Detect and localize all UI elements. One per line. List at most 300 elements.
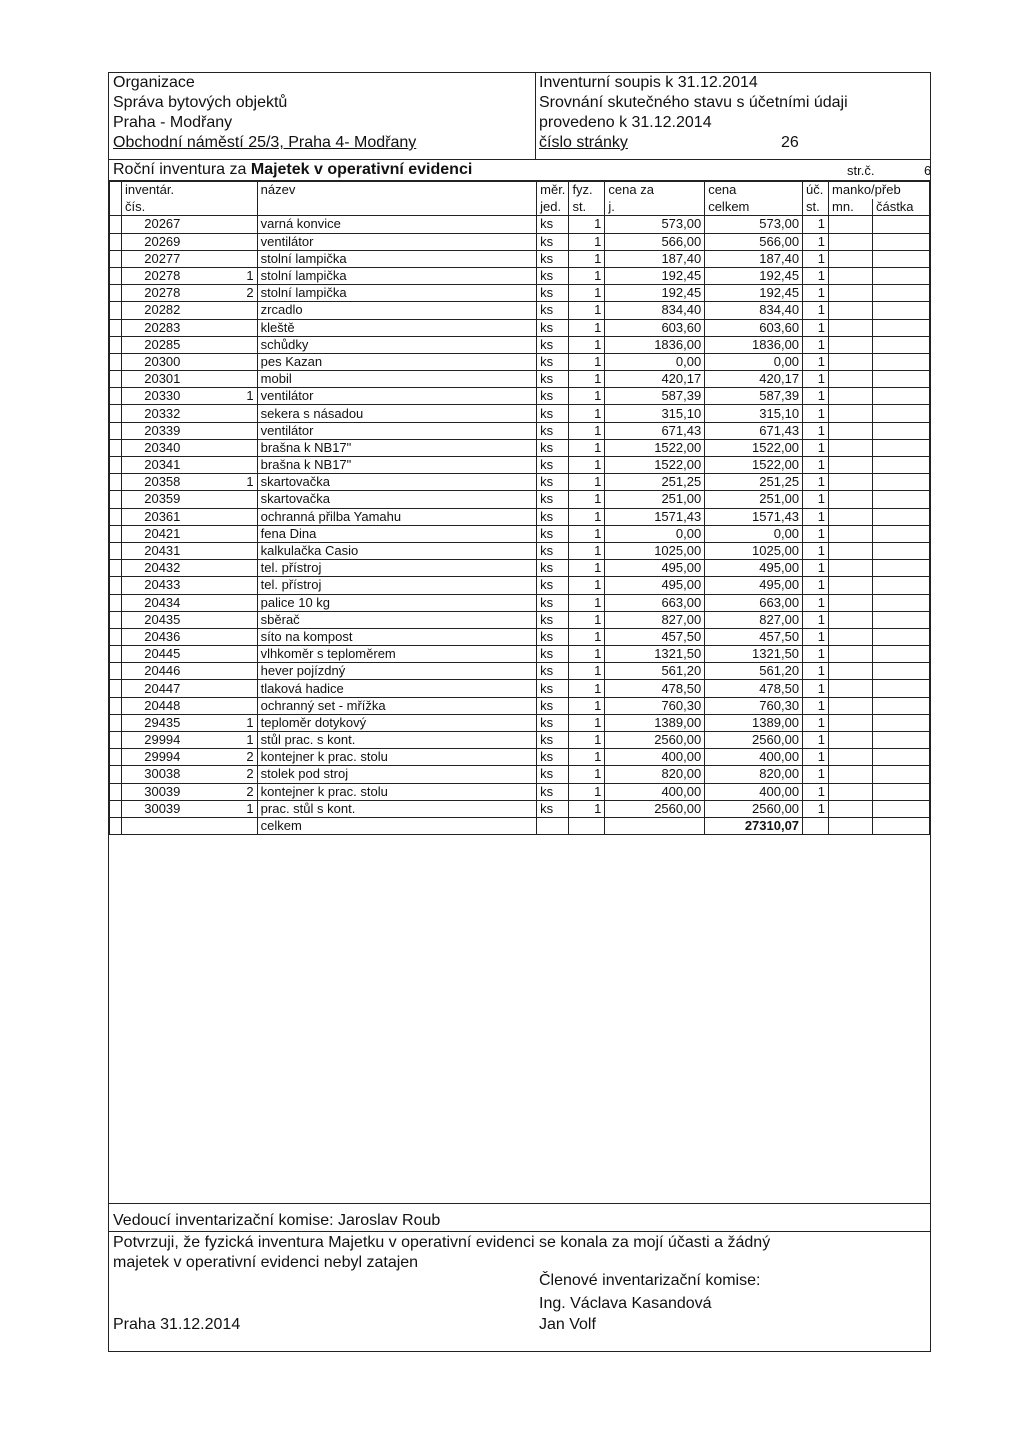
row-margin-cell bbox=[110, 216, 122, 233]
inventory-number: 20445 bbox=[121, 646, 183, 663]
account-state: 1 bbox=[803, 422, 829, 439]
inventory-sub-number: 2 bbox=[183, 783, 257, 800]
item-name: hever pojízdný bbox=[257, 663, 536, 680]
item-name: palice 10 kg bbox=[257, 594, 536, 611]
total-price: 457,50 bbox=[705, 628, 803, 645]
col-total-2: celkem bbox=[708, 198, 750, 214]
account-state: 1 bbox=[803, 302, 829, 319]
unit-price: 1836,00 bbox=[605, 336, 705, 353]
row-margin-cell bbox=[110, 646, 122, 663]
row-margin-cell bbox=[110, 680, 122, 697]
diff-quantity bbox=[829, 783, 873, 800]
physical-quantity: 1 bbox=[569, 285, 605, 302]
physical-quantity: 1 bbox=[569, 577, 605, 594]
table-row bbox=[110, 783, 930, 800]
row-margin-cell bbox=[110, 594, 122, 611]
table-row bbox=[110, 336, 930, 353]
unit-price: 587,39 bbox=[605, 388, 705, 405]
account-state: 1 bbox=[803, 457, 829, 474]
unit: ks bbox=[537, 732, 569, 749]
row-margin-cell bbox=[110, 285, 122, 302]
physical-quantity: 1 bbox=[569, 250, 605, 267]
diff-quantity bbox=[829, 766, 873, 783]
account-state: 1 bbox=[803, 388, 829, 405]
unit-price: 663,00 bbox=[605, 594, 705, 611]
unit: ks bbox=[537, 457, 569, 474]
confirmation-line-2: majetek v operativní evidenci nebyl zatajen bbox=[113, 1254, 419, 1271]
total-price: 400,00 bbox=[705, 749, 803, 766]
col-diff: manko/přeb bbox=[832, 182, 901, 197]
table-row bbox=[110, 353, 930, 370]
total-price: 820,00 bbox=[705, 766, 803, 783]
members-label: Členové inventarizační komise: bbox=[539, 1272, 761, 1289]
item-name: stolní lampička bbox=[257, 285, 536, 302]
table-row bbox=[110, 250, 930, 267]
unit: ks bbox=[537, 439, 569, 456]
diff-amount bbox=[872, 646, 929, 663]
account-state: 1 bbox=[803, 267, 829, 284]
inventory-sheet bbox=[108, 72, 931, 1352]
diff-amount bbox=[872, 663, 929, 680]
row-margin-cell bbox=[110, 525, 122, 542]
unit-price: 603,60 bbox=[605, 319, 705, 336]
diff-amount bbox=[872, 405, 929, 422]
total-price: 561,20 bbox=[705, 663, 803, 680]
diff-quantity bbox=[829, 285, 873, 302]
annual-inventory-title bbox=[113, 161, 472, 179]
row-margin-cell bbox=[110, 353, 122, 370]
unit-price: 192,45 bbox=[605, 267, 705, 284]
physical-quantity: 1 bbox=[569, 371, 605, 388]
physical-quantity: 1 bbox=[569, 422, 605, 439]
account-state: 1 bbox=[803, 250, 829, 267]
table-row bbox=[110, 233, 930, 250]
table-row bbox=[110, 267, 930, 284]
inventory-number: 20446 bbox=[121, 663, 183, 680]
physical-quantity: 1 bbox=[569, 628, 605, 645]
physical-quantity: 1 bbox=[569, 542, 605, 559]
diff-amount bbox=[872, 250, 929, 267]
item-name: varná konvice bbox=[257, 216, 536, 233]
inventory-sub-number: 1 bbox=[183, 267, 257, 284]
total-price: 566,00 bbox=[705, 233, 803, 250]
row-margin-cell bbox=[110, 267, 122, 284]
table-row bbox=[110, 457, 930, 474]
account-state: 1 bbox=[803, 508, 829, 525]
table-row bbox=[110, 474, 930, 491]
inventory-number: 20277 bbox=[121, 250, 183, 267]
physical-quantity: 1 bbox=[569, 594, 605, 611]
col-price-2: j. bbox=[608, 198, 615, 214]
diff-amount bbox=[872, 319, 929, 336]
inventory-number: 29994 bbox=[121, 749, 183, 766]
table-row bbox=[110, 766, 930, 783]
unit: ks bbox=[537, 749, 569, 766]
row-margin-cell bbox=[110, 560, 122, 577]
account-state: 1 bbox=[803, 663, 829, 680]
diff-amount bbox=[872, 267, 929, 284]
item-name: schůdky bbox=[257, 336, 536, 353]
item-name: teploměr dotykový bbox=[257, 714, 536, 731]
table-row bbox=[110, 577, 930, 594]
total-row-cell bbox=[569, 817, 605, 834]
physical-quantity: 1 bbox=[569, 783, 605, 800]
total-price: 495,00 bbox=[705, 577, 803, 594]
inventory-sub-number bbox=[183, 319, 257, 336]
inventory-comparison: Srovnání skutečného stavu s účetními údaji bbox=[539, 94, 848, 111]
row-margin-cell bbox=[110, 663, 122, 680]
total-value: 27310,07 bbox=[705, 817, 803, 834]
total-row-cell bbox=[605, 817, 705, 834]
item-name: vlhkoměr s teploměrem bbox=[257, 646, 536, 663]
diff-quantity bbox=[829, 611, 873, 628]
row-margin-cell bbox=[110, 422, 122, 439]
row-margin-cell bbox=[110, 319, 122, 336]
table-row bbox=[110, 405, 930, 422]
total-price: 0,00 bbox=[705, 353, 803, 370]
table-row bbox=[110, 663, 930, 680]
diff-quantity bbox=[829, 749, 873, 766]
unit-price: 2560,00 bbox=[605, 800, 705, 817]
item-name: fena Dina bbox=[257, 525, 536, 542]
diff-amount bbox=[872, 594, 929, 611]
diff-quantity bbox=[829, 542, 873, 559]
inventory-number: 30039 bbox=[121, 800, 183, 817]
unit-price: 834,40 bbox=[605, 302, 705, 319]
row-margin-cell bbox=[110, 405, 122, 422]
row-margin-cell bbox=[110, 800, 122, 817]
item-name: ventilátor bbox=[257, 388, 536, 405]
unit: ks bbox=[537, 302, 569, 319]
table-row bbox=[110, 646, 930, 663]
unit: ks bbox=[537, 319, 569, 336]
inventory-table bbox=[109, 181, 930, 835]
row-margin-cell bbox=[110, 457, 122, 474]
diff-amount bbox=[872, 542, 929, 559]
row-margin-cell bbox=[110, 783, 122, 800]
physical-quantity: 1 bbox=[569, 405, 605, 422]
unit-price: 457,50 bbox=[605, 628, 705, 645]
total-price: 1836,00 bbox=[705, 336, 803, 353]
total-price: 251,25 bbox=[705, 474, 803, 491]
diff-quantity bbox=[829, 405, 873, 422]
row-margin-cell bbox=[110, 508, 122, 525]
commission-leader: Vedoucí inventarizační komise: Jaroslav Roub bbox=[113, 1212, 441, 1229]
inventory-sub-number: 1 bbox=[183, 388, 257, 405]
physical-quantity: 1 bbox=[569, 697, 605, 714]
item-name: stůl prac. s kont. bbox=[257, 732, 536, 749]
unit: ks bbox=[537, 388, 569, 405]
member-2: Jan Volf bbox=[539, 1316, 596, 1333]
diff-amount bbox=[872, 577, 929, 594]
row-margin-cell bbox=[110, 628, 122, 645]
diff-amount bbox=[872, 714, 929, 731]
physical-quantity: 1 bbox=[569, 302, 605, 319]
col-inventory-2: čís. bbox=[124, 198, 146, 214]
account-state: 1 bbox=[803, 405, 829, 422]
unit-price: 420,17 bbox=[605, 371, 705, 388]
inventory-number: 20434 bbox=[121, 594, 183, 611]
diff-amount bbox=[872, 388, 929, 405]
total-row-cell bbox=[537, 817, 569, 834]
str-number: 6 bbox=[924, 163, 932, 178]
inventory-sub-number: 2 bbox=[183, 285, 257, 302]
unit: ks bbox=[537, 216, 569, 233]
physical-quantity: 1 bbox=[569, 766, 605, 783]
diff-quantity bbox=[829, 577, 873, 594]
row-margin-cell bbox=[110, 250, 122, 267]
total-row bbox=[110, 817, 930, 834]
column-header-row bbox=[110, 182, 930, 199]
unit: ks bbox=[537, 285, 569, 302]
diff-amount bbox=[872, 628, 929, 645]
diff-amount bbox=[872, 611, 929, 628]
table-row bbox=[110, 319, 930, 336]
annual-prefix: Roční inventura za bbox=[113, 161, 251, 178]
unit-price: 400,00 bbox=[605, 749, 705, 766]
unit: ks bbox=[537, 508, 569, 525]
inventory-sub-number bbox=[183, 491, 257, 508]
item-name: tlaková hadice bbox=[257, 680, 536, 697]
inventory-number: 20433 bbox=[121, 577, 183, 594]
unit: ks bbox=[537, 371, 569, 388]
item-name: kalkulačka Casio bbox=[257, 542, 536, 559]
unit-price: 827,00 bbox=[605, 611, 705, 628]
account-state: 1 bbox=[803, 697, 829, 714]
physical-quantity: 1 bbox=[569, 216, 605, 233]
total-price: 495,00 bbox=[705, 560, 803, 577]
inventory-number: 20339 bbox=[121, 422, 183, 439]
account-state: 1 bbox=[803, 594, 829, 611]
account-state: 1 bbox=[803, 319, 829, 336]
physical-quantity: 1 bbox=[569, 560, 605, 577]
table-row bbox=[110, 749, 930, 766]
unit: ks bbox=[537, 663, 569, 680]
unit-price: 1321,50 bbox=[605, 646, 705, 663]
total-price: 478,50 bbox=[705, 680, 803, 697]
table-row bbox=[110, 491, 930, 508]
physical-quantity: 1 bbox=[569, 457, 605, 474]
row-margin-cell bbox=[110, 371, 122, 388]
account-state: 1 bbox=[803, 628, 829, 645]
inventory-sub-number bbox=[183, 216, 257, 233]
unit-price: 400,00 bbox=[605, 783, 705, 800]
item-name: kontejner k prac. stolu bbox=[257, 783, 536, 800]
row-margin-cell bbox=[110, 732, 122, 749]
table-row bbox=[110, 422, 930, 439]
inventory-sub-number: 2 bbox=[183, 766, 257, 783]
total-price: 760,30 bbox=[705, 697, 803, 714]
total-price: 1389,00 bbox=[705, 714, 803, 731]
inventory-sub-number bbox=[183, 663, 257, 680]
unit: ks bbox=[537, 628, 569, 645]
diff-quantity bbox=[829, 474, 873, 491]
physical-quantity: 1 bbox=[569, 525, 605, 542]
inventory-sub-number bbox=[183, 405, 257, 422]
table-row bbox=[110, 371, 930, 388]
unit-price: 561,20 bbox=[605, 663, 705, 680]
diff-amount bbox=[872, 474, 929, 491]
unit: ks bbox=[537, 577, 569, 594]
total-price: 192,45 bbox=[705, 267, 803, 284]
diff-amount bbox=[872, 353, 929, 370]
col-physical-2: st. bbox=[572, 198, 587, 214]
account-state: 1 bbox=[803, 680, 829, 697]
inventory-number: 30038 bbox=[121, 766, 183, 783]
inventory-sub-number bbox=[183, 542, 257, 559]
diff-amount bbox=[872, 800, 929, 817]
unit: ks bbox=[537, 542, 569, 559]
account-state: 1 bbox=[803, 233, 829, 250]
account-state: 1 bbox=[803, 783, 829, 800]
unit-price: 1389,00 bbox=[605, 714, 705, 731]
total-price: 1522,00 bbox=[705, 439, 803, 456]
diff-quantity bbox=[829, 732, 873, 749]
unit-price: 1571,43 bbox=[605, 508, 705, 525]
total-price: 315,10 bbox=[705, 405, 803, 422]
diff-quantity bbox=[829, 216, 873, 233]
inventory-number: 20330 bbox=[121, 388, 183, 405]
unit: ks bbox=[537, 250, 569, 267]
unit: ks bbox=[537, 646, 569, 663]
total-label: celkem bbox=[257, 817, 536, 834]
inventory-number: 20282 bbox=[121, 302, 183, 319]
inventory-number: 20436 bbox=[121, 628, 183, 645]
physical-quantity: 1 bbox=[569, 388, 605, 405]
total-price: 1025,00 bbox=[705, 542, 803, 559]
inventory-number: 29435 bbox=[121, 714, 183, 731]
account-state: 1 bbox=[803, 714, 829, 731]
account-state: 1 bbox=[803, 577, 829, 594]
physical-quantity: 1 bbox=[569, 611, 605, 628]
physical-quantity: 1 bbox=[569, 474, 605, 491]
inventory-title: Inventurní soupis k 31.12.2014 bbox=[539, 74, 758, 91]
unit-price: 1522,00 bbox=[605, 439, 705, 456]
unit-price: 495,00 bbox=[605, 560, 705, 577]
diff-quantity bbox=[829, 697, 873, 714]
page-number: 26 bbox=[781, 134, 799, 151]
inventory-date: provedeno k 31.12.2014 bbox=[539, 114, 712, 131]
diff-amount bbox=[872, 525, 929, 542]
place-date: Praha 31.12.2014 bbox=[113, 1316, 241, 1333]
total-price: 1321,50 bbox=[705, 646, 803, 663]
table-row bbox=[110, 542, 930, 559]
unit-price: 0,00 bbox=[605, 525, 705, 542]
total-row-cell bbox=[829, 817, 873, 834]
diff-quantity bbox=[829, 439, 873, 456]
total-price: 400,00 bbox=[705, 783, 803, 800]
diff-amount bbox=[872, 491, 929, 508]
unit: ks bbox=[537, 405, 569, 422]
table-row bbox=[110, 611, 930, 628]
unit-price: 495,00 bbox=[605, 577, 705, 594]
item-name: tel. přístroj bbox=[257, 560, 536, 577]
inventory-sub-number bbox=[183, 233, 257, 250]
unit-price: 671,43 bbox=[605, 422, 705, 439]
physical-quantity: 1 bbox=[569, 319, 605, 336]
col-unit: měr. bbox=[540, 182, 566, 197]
item-name: pes Kazan bbox=[257, 353, 536, 370]
account-state: 1 bbox=[803, 749, 829, 766]
diff-quantity bbox=[829, 680, 873, 697]
diff-amount bbox=[872, 457, 929, 474]
table-row bbox=[110, 525, 930, 542]
total-price: 573,00 bbox=[705, 216, 803, 233]
unit: ks bbox=[537, 697, 569, 714]
inventory-number: 20301 bbox=[121, 371, 183, 388]
diff-quantity bbox=[829, 525, 873, 542]
unit: ks bbox=[537, 800, 569, 817]
table-row bbox=[110, 285, 930, 302]
physical-quantity: 1 bbox=[569, 680, 605, 697]
inventory-number: 20359 bbox=[121, 491, 183, 508]
table-row bbox=[110, 800, 930, 817]
total-price: 663,00 bbox=[705, 594, 803, 611]
diff-amount bbox=[872, 749, 929, 766]
item-name: stolní lampička bbox=[257, 250, 536, 267]
inventory-sub-number bbox=[183, 577, 257, 594]
col-account-2: st. bbox=[806, 198, 820, 214]
inventory-number: 29994 bbox=[121, 732, 183, 749]
table-row bbox=[110, 439, 930, 456]
member-1: Ing. Václava Kasandová bbox=[539, 1295, 712, 1312]
inventory-sub-number: 2 bbox=[183, 749, 257, 766]
diff-amount bbox=[872, 233, 929, 250]
diff-amount bbox=[872, 371, 929, 388]
inventory-sub-number: 1 bbox=[183, 800, 257, 817]
col-diff-qty: mn. bbox=[832, 198, 854, 214]
table-row bbox=[110, 680, 930, 697]
table-row bbox=[110, 732, 930, 749]
inventory-number: 30039 bbox=[121, 783, 183, 800]
diff-quantity bbox=[829, 336, 873, 353]
diff-amount bbox=[872, 216, 929, 233]
physical-quantity: 1 bbox=[569, 267, 605, 284]
account-state: 1 bbox=[803, 353, 829, 370]
account-state: 1 bbox=[803, 611, 829, 628]
inventory-sub-number bbox=[183, 560, 257, 577]
inventory-number: 20278 bbox=[121, 285, 183, 302]
diff-amount bbox=[872, 732, 929, 749]
table-row bbox=[110, 697, 930, 714]
diff-quantity bbox=[829, 371, 873, 388]
total-price: 834,40 bbox=[705, 302, 803, 319]
inventory-number: 20447 bbox=[121, 680, 183, 697]
inventory-info-block bbox=[539, 73, 848, 153]
unit: ks bbox=[537, 491, 569, 508]
table-row bbox=[110, 508, 930, 525]
col-physical: fyz. bbox=[572, 182, 593, 197]
unit-price: 187,40 bbox=[605, 250, 705, 267]
row-margin-cell bbox=[110, 542, 122, 559]
inventory-sub-number: 1 bbox=[183, 474, 257, 491]
physical-quantity: 1 bbox=[569, 491, 605, 508]
unit: ks bbox=[537, 267, 569, 284]
physical-quantity: 1 bbox=[569, 714, 605, 731]
unit: ks bbox=[537, 680, 569, 697]
inventory-number: 20431 bbox=[121, 542, 183, 559]
row-margin-cell bbox=[110, 388, 122, 405]
item-name: ventilátor bbox=[257, 233, 536, 250]
total-price: 1522,00 bbox=[705, 457, 803, 474]
diff-quantity bbox=[829, 508, 873, 525]
unit-price: 760,30 bbox=[605, 697, 705, 714]
unit: ks bbox=[537, 422, 569, 439]
inventory-number: 20358 bbox=[121, 474, 183, 491]
diff-amount bbox=[872, 697, 929, 714]
item-name: tel. přístroj bbox=[257, 577, 536, 594]
org-label: Organizace bbox=[113, 74, 195, 91]
